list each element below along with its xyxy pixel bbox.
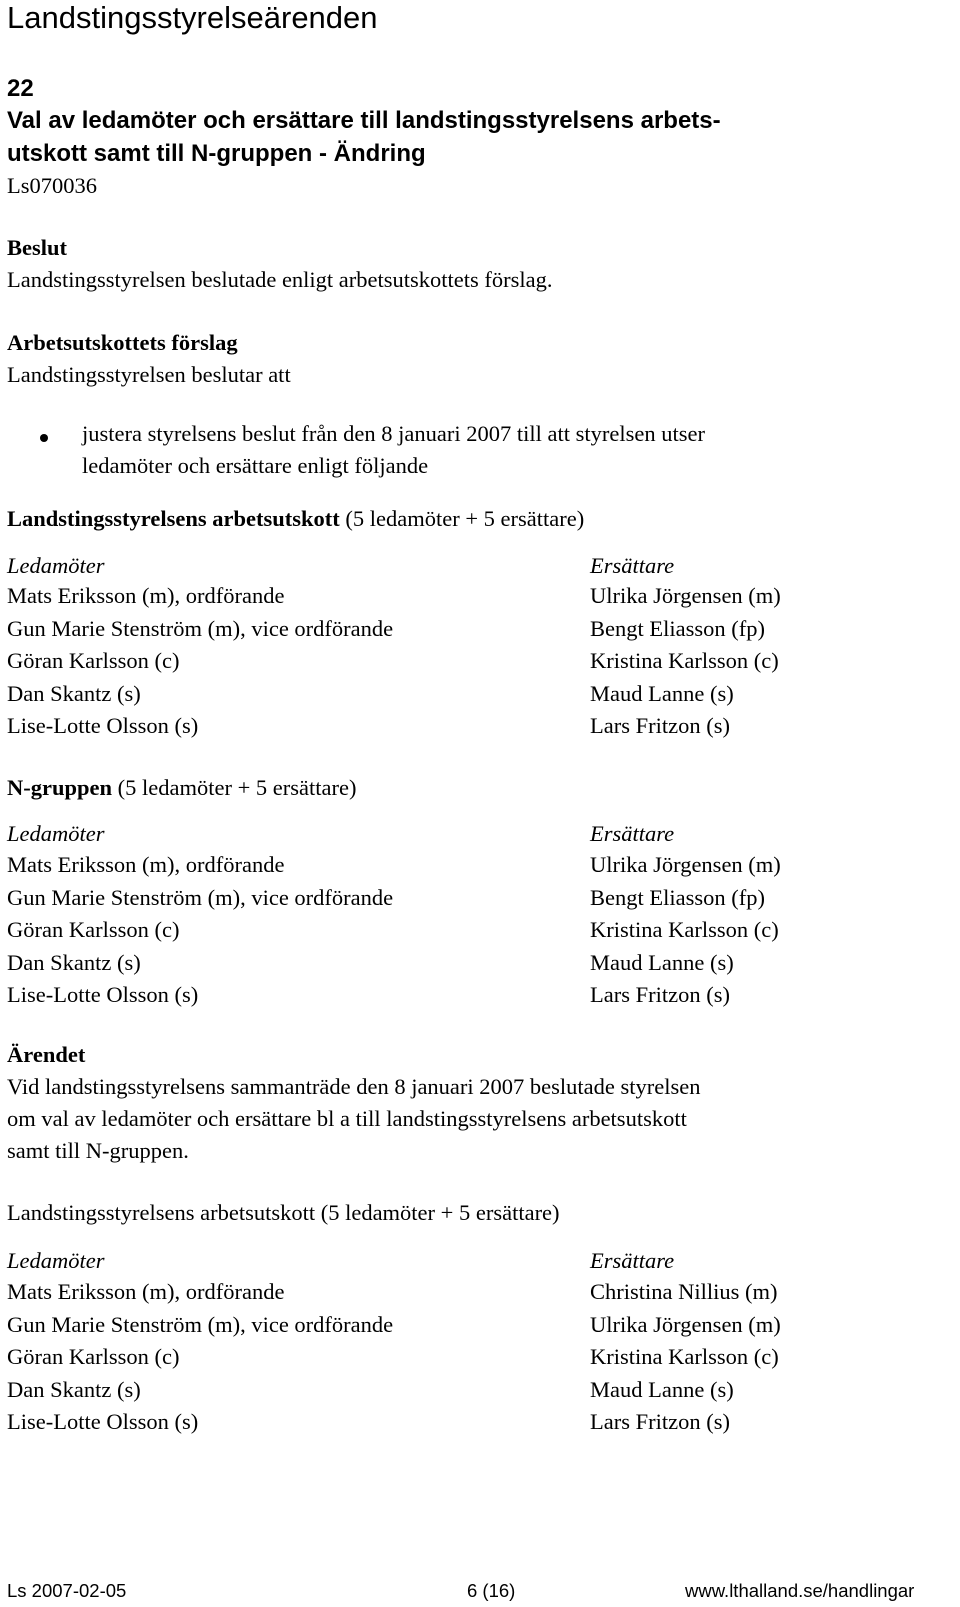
list-item: Kristina Karlsson (c): [590, 648, 779, 673]
group1-members-list: [7, 580, 393, 743]
group1-heading-name: Landstingsstyrelsens arbetsutskott: [7, 506, 340, 531]
group2-heading-count: (5 ledamöter + 5 ersättare): [112, 775, 357, 800]
list-item: Maud Lanne (s): [590, 680, 734, 706]
list-item: Göran Karlsson (c): [7, 648, 180, 673]
decision-heading: Beslut: [7, 235, 68, 260]
group3-members-list: [7, 1276, 393, 1439]
bullet-icon: [40, 434, 48, 442]
list-item: Ulrika Jörgensen (m): [590, 852, 781, 877]
matter-line3: samt till N-gruppen.: [7, 1138, 189, 1163]
list-item: Göran Karlsson (c): [7, 1344, 180, 1369]
group2-substitutes-label: Ersättare: [590, 821, 675, 846]
list-item: Bengt Eliasson (fp): [590, 884, 765, 910]
case-id: Ls070036: [7, 173, 97, 198]
proposal-bullet-line2: ledamöter och ersättare enligt följande: [82, 453, 429, 478]
proposal-intro: Landstingsstyrelsen beslutar att: [7, 362, 291, 387]
list-item: Mats Eriksson (m), ordförande: [7, 583, 285, 608]
list-item: Gun Marie Stenström (m), vice ordförande: [7, 884, 394, 910]
group2-substitutes-list: [590, 849, 781, 1012]
list-item: Lars Fritzon (s): [590, 1409, 730, 1434]
list-item: Gun Marie Stenström (m), vice ordförande: [7, 1311, 394, 1337]
group3-substitutes-list: [590, 1276, 781, 1439]
group1-members-label: Ledamöter: [7, 553, 105, 578]
footer-date: Ls 2007-02-05: [7, 1580, 127, 1601]
group2-heading: [7, 772, 356, 804]
list-item: Kristina Karlsson (c): [590, 1344, 779, 1369]
list-item: Maud Lanne (s): [590, 1376, 734, 1402]
group1-substitutes-list: [590, 580, 781, 743]
group2-members-list: [7, 849, 393, 1012]
list-item: Gun Marie Stenström (m), vice ordförande: [7, 615, 394, 641]
item-title-line2: utskott samt till N-gruppen - Ändring: [7, 140, 426, 167]
list-item: Mats Eriksson (m), ordförande: [7, 852, 285, 877]
footer-page-number: 6 (16): [467, 1580, 516, 1601]
footer-url: www.lthalland.se/handlingar: [685, 1580, 915, 1601]
group3-heading: Landstingsstyrelsens arbetsutskott (5 ledamöter + 5 ersättare): [7, 1200, 560, 1225]
group2-members-label: Ledamöter: [7, 821, 105, 846]
list-item: Lars Fritzon (s): [590, 982, 730, 1007]
group3-members-label: Ledamöter: [7, 1248, 105, 1273]
list-item: Lise-Lotte Olsson (s): [7, 982, 199, 1007]
list-item: Maud Lanne (s): [590, 949, 734, 975]
group1-substitutes-label: Ersättare: [590, 553, 675, 578]
item-title-line1: Val av ledamöter och ersättare till landstingsstyrelsens arbets-: [7, 107, 721, 134]
list-item: Ulrika Jörgensen (m): [590, 1311, 781, 1337]
list-item: Dan Skantz (s): [7, 1376, 141, 1402]
matter-line1: Vid landstingsstyrelsens sammanträde den 8 januari 2007 beslutade styrelsen: [7, 1074, 701, 1099]
item-number: 22: [7, 75, 34, 102]
group2-heading-name: N-gruppen: [7, 775, 113, 800]
matter-heading: Ärendet: [7, 1042, 86, 1067]
proposal-bullet-line1: justera styrelsens beslut från den 8 januari 2007 till att styrelsen utser: [82, 421, 705, 446]
list-item: Dan Skantz (s): [7, 949, 141, 975]
list-item: Mats Eriksson (m), ordförande: [7, 1279, 285, 1304]
decision-text: Landstingsstyrelsen beslutade enligt arbetsutskottets förslag.: [7, 267, 553, 292]
group1-heading-count: (5 ledamöter + 5 ersättare): [339, 506, 585, 531]
list-item: Lise-Lotte Olsson (s): [7, 713, 199, 738]
list-item: Bengt Eliasson (fp): [590, 615, 765, 641]
group3-substitutes-label: Ersättare: [590, 1248, 675, 1273]
list-item: Lars Fritzon (s): [590, 713, 730, 738]
list-item: Lise-Lotte Olsson (s): [7, 1409, 199, 1434]
list-item: Ulrika Jörgensen (m): [590, 583, 781, 608]
list-item: Christina Nillius (m): [590, 1279, 778, 1304]
list-item: Kristina Karlsson (c): [590, 917, 779, 942]
list-item: Göran Karlsson (c): [7, 917, 180, 942]
list-item: Dan Skantz (s): [7, 680, 141, 706]
page-title: Landstingsstyrelseärenden: [7, 0, 378, 35]
proposal-heading: Arbetsutskottets förslag: [7, 330, 238, 355]
matter-line2: om val av ledamöter och ersättare bl a till landstingsstyrelsens arbetsutskott: [7, 1106, 687, 1131]
group1-heading: [7, 503, 584, 535]
